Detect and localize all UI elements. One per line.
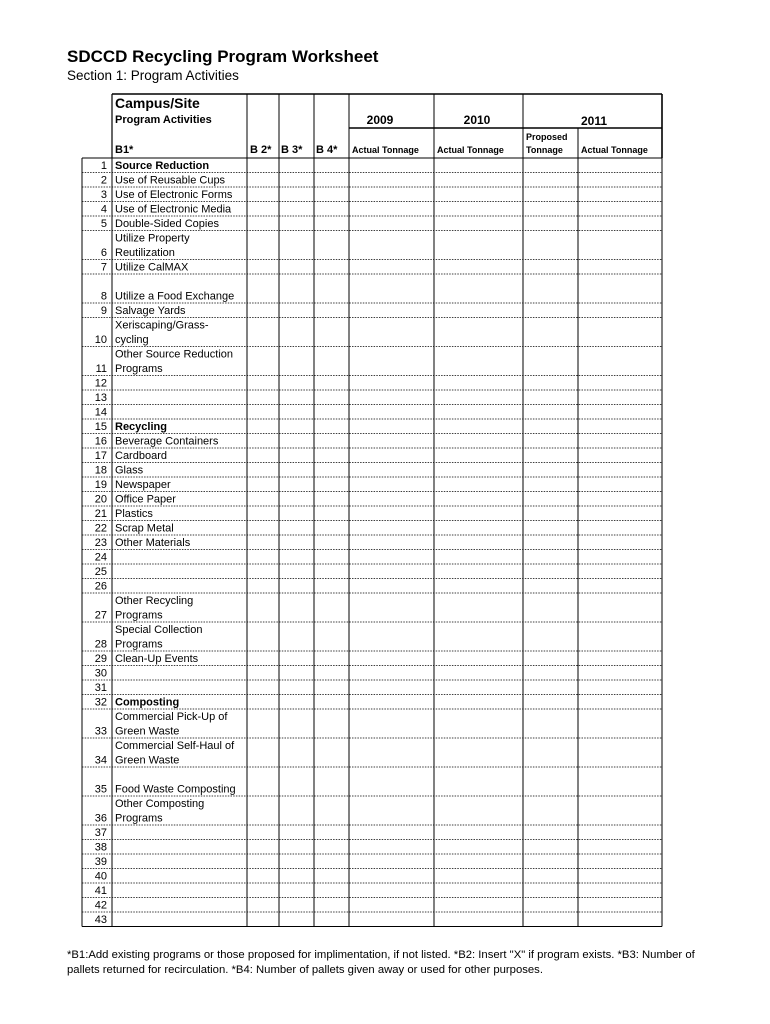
row-number: 38 [94,841,107,854]
row-number: 4 [100,203,107,216]
row-number: 2 [100,174,107,187]
row-number: 12 [94,377,107,390]
program-activity-label: Source Reduction [115,160,210,172]
program-activity-label: Xeriscaping/Grass- [115,319,209,332]
row-number: 17 [94,450,107,462]
program-activity-label: Recycling [115,421,167,433]
campus-site-label: Campus/Site [115,95,200,111]
col-b3-header: B 3* [281,144,303,156]
row-number: 16 [94,435,107,448]
row-number: 33 [94,725,107,738]
row-number: 34 [94,754,107,767]
program-activity-label: Salvage Yards [115,305,186,317]
row-number: 19 [94,479,107,491]
worksheet-title: SDCCD Recycling Program Worksheet [67,47,379,66]
program-activity-label: Glass [115,464,144,477]
program-activity-label: Utilize CalMAX [115,261,189,274]
row-number: 20 [94,493,107,506]
proposed-tonnage-header-line1: Proposed [526,132,568,142]
program-activity-label: Composting [115,696,180,709]
row-number: 9 [100,305,107,317]
program-activity-label: Utilize a Food Exchange [115,290,235,303]
program-activity-label: Reutilization [115,247,175,259]
year-2009-header: 2009 [366,113,394,127]
row-number: 30 [94,667,107,680]
program-activity-label: Programs [115,609,163,622]
program-activity-label: Scrap Metal [115,522,174,535]
row-number: 8 [100,290,107,303]
row-number: 35 [94,783,107,796]
footnote: *B1:Add existing programs or those proposed for implimentation, if not listed. *B2: Insert "X" if program exists. *B3: Number of pallets returned for recirculation. *B4: Number of pallets given away or used for other purposes. [67,949,695,976]
row-number: 14 [94,406,107,419]
row-number: 36 [94,812,107,825]
program-activity-label: Beverage Containers [115,435,219,448]
row-number: 13 [94,392,107,404]
row-number: 3 [100,189,107,201]
proposed-tonnage-header-line2: Tonnage [526,145,563,155]
program-activity-label: Office Paper [115,493,176,506]
col-b1-header: B1* [115,144,134,156]
section-subtitle: Section 1: Program Activities [67,68,239,83]
program-activities-label: Program Activities [115,114,212,126]
row-number: 11 [95,363,107,375]
row-number: 40 [94,870,107,883]
row-number: 6 [100,247,107,259]
table-rows [95,160,236,926]
program-activity-label: cycling [115,334,149,346]
program-activity-label: Other Composting [115,798,205,810]
program-activity-label: Food Waste Composting [115,783,236,796]
row-number: 31 [94,682,107,694]
program-activity-label: Programs [115,638,163,651]
program-activity-label: Plastics [115,508,153,520]
row-number: 7 [100,261,107,274]
row-number: 15 [94,421,107,433]
year-2011-header: 2011 [580,114,608,128]
program-activity-label: Newspaper [115,479,171,491]
row-number: 23 [94,537,107,549]
tonnage-2011-header: Actual Tonnage [581,145,648,155]
row-number: 37 [94,827,107,839]
row-number: 43 [94,914,107,926]
row-number: 42 [94,899,107,912]
col-b2-header: B 2* [250,144,272,156]
program-activity-label: Use of Electronic Forms [115,189,233,201]
row-number: 41 [94,885,107,897]
row-number: 26 [94,580,107,593]
program-activity-label: Commercial Pick-Up of [115,711,228,723]
program-activity-label: Other Source Reduction [115,348,234,361]
col-b4-header: B 4* [316,144,338,156]
program-activity-label: Commercial Self-Haul of [115,740,235,752]
program-activity-label: Programs [115,812,163,825]
program-activity-label: Other Recycling [115,595,194,607]
program-activity-label: Clean-Up Events [115,653,199,665]
program-activity-label: Green Waste [115,754,180,767]
row-number: 24 [94,551,107,564]
program-activity-label: Cardboard [115,450,167,462]
row-number: 1 [100,160,107,172]
row-number: 21 [94,508,107,520]
row-number: 39 [94,856,107,868]
tonnage-2009-header: Actual Tonnage [352,145,419,155]
program-activity-label: Double-Sided Copies [115,218,219,230]
program-activity-label: Use of Reusable Cups [115,174,226,187]
row-number: 5 [100,218,107,230]
row-number: 32 [94,696,107,709]
row-number: 28 [94,638,107,651]
row-number: 10 [94,334,107,346]
program-activity-label: Use of Electronic Media [115,203,232,216]
row-number: 27 [94,609,107,622]
program-activity-label: Programs [115,363,163,375]
row-number: 25 [94,566,107,578]
year-2010-header: 2010 [463,113,491,127]
tonnage-2010-header: Actual Tonnage [437,145,504,155]
program-activity-label: Other Materials [115,537,191,549]
program-activity-label: Special Collection [115,624,203,636]
program-activity-label: Utilize Property [115,232,190,245]
row-number: 29 [94,653,107,665]
row-number: 18 [94,464,107,477]
row-number: 22 [94,522,107,535]
program-activity-label: Green Waste [115,725,180,738]
